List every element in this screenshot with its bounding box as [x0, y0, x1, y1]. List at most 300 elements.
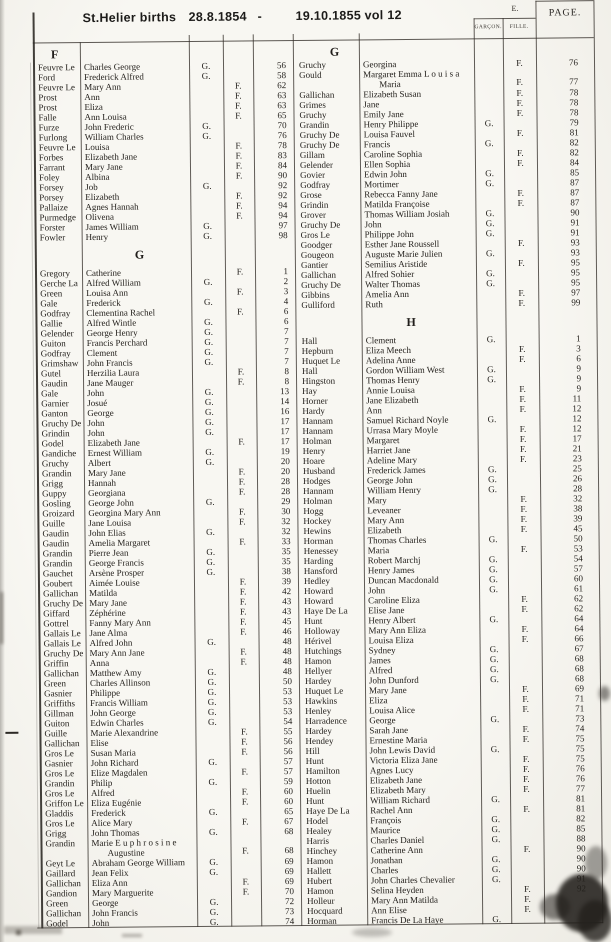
page-number-cell: 93: [570, 237, 580, 248]
fille-mark-cell: [230, 806, 260, 816]
surname-cell: Gallie: [40, 318, 63, 329]
given-names-cell: Alice Mary: [91, 817, 133, 829]
garcon-mark-cell: [478, 494, 507, 504]
fille-mark-cell: [506, 334, 539, 344]
garcon-mark-cell: G.: [489, 644, 499, 655]
given-names-cell: Henry Albert: [368, 614, 416, 626]
surname-cell: Hannam: [302, 425, 334, 436]
page-number-cell: 84: [569, 157, 580, 168]
given-names-cell: Mary Ann Jane: [89, 647, 145, 659]
surname-cell: Hamon: [304, 655, 332, 666]
surname-cell: Hay: [302, 385, 318, 396]
page-number-cell: 77: [575, 783, 586, 794]
given-names-cell: Rebecca Fanny Jane: [364, 188, 438, 200]
page-number-cell: 60: [284, 796, 294, 807]
given-names-cell: François: [370, 815, 402, 826]
fille-mark-cell: F.: [521, 633, 529, 644]
page-number-cell: 67: [574, 643, 584, 654]
page-number-cell: 17: [280, 436, 290, 447]
fille-mark-cell: F.: [517, 187, 525, 198]
given-names-cell: Eliza Ann: [91, 877, 128, 889]
page-number-cell: 78: [277, 140, 287, 151]
fille-mark-cell: F.: [239, 586, 247, 597]
garcon-mark-cell: G.: [491, 794, 500, 805]
given-names-cell: Elizabeth Susan: [363, 88, 422, 100]
page-number-cell: 63: [277, 100, 287, 111]
fille-mark-cell: [507, 464, 540, 474]
given-names-cell: Frederick: [86, 297, 121, 309]
given-names-cell: Georgiana: [88, 487, 126, 499]
garcon-mark-cell: G.: [209, 866, 219, 877]
page-number-cell: 62: [277, 80, 287, 91]
garcon-mark-cell: [193, 517, 227, 527]
fille-mark-cell: F.: [239, 576, 247, 587]
page-number-cell: 50: [282, 676, 292, 687]
page-number-cell: 71: [575, 703, 585, 714]
given-names-cell: Abraham George William: [91, 857, 185, 869]
surname-cell: Grimes: [299, 99, 326, 110]
surname-cell: Geyt Le: [45, 858, 75, 869]
page-number-cell: 62: [574, 593, 584, 604]
pencil-smudge: [4, 926, 62, 934]
fille-mark-cell: [227, 526, 257, 536]
garcon-mark-cell: G.: [489, 614, 499, 625]
garcon-mark-cell: [475, 158, 504, 168]
garcon-column-header: GARÇON.: [474, 24, 502, 31]
surname-cell: Gottrel: [43, 618, 69, 629]
surname-cell: Huelin: [305, 785, 331, 796]
fille-mark-cell: [226, 356, 256, 366]
given-names-cell: Elizabeth: [85, 191, 120, 203]
garcon-mark-cell: G.: [487, 414, 497, 425]
garcon-mark-cell: G.: [204, 356, 214, 367]
garcon-mark-cell: G.: [489, 674, 499, 685]
given-names-cell: Susan Maria: [90, 747, 136, 759]
page-number-cell: 76: [277, 130, 287, 141]
fille-mark-cell: [225, 220, 255, 230]
given-names-cell: Jane Louisa: [88, 517, 132, 529]
garcon-mark-cell: [196, 817, 230, 827]
ink-smudge: [599, 686, 610, 701]
surname-cell: Forbes: [38, 152, 64, 163]
fille-mark-cell: F.: [522, 683, 529, 694]
given-names-cell: Fanny Mary Ann: [89, 617, 151, 629]
given-names-cell: Albina: [85, 171, 110, 183]
surname-cell: Prost: [38, 92, 57, 103]
given-names-cell: Edwin John: [364, 168, 407, 180]
surname-cell: Gros Le: [45, 818, 75, 829]
page-number-cell: 13: [280, 386, 290, 397]
surname-cell: Gaudin: [42, 528, 70, 539]
surname-cell: Hansford: [303, 565, 338, 576]
garcon-mark-cell: G.: [206, 566, 216, 577]
given-names-cell: George John: [88, 497, 134, 509]
garcon-mark-cell: G.: [489, 574, 498, 585]
given-names-cell: Elizabeth Jane: [84, 151, 138, 163]
surname-cell: Green: [40, 288, 63, 299]
given-names-cell: Alfred: [90, 787, 115, 799]
surname-cell: Gruchy De: [299, 139, 340, 150]
surname-cell: Hendey: [305, 735, 334, 746]
fille-mark-cell: [225, 296, 255, 306]
surname-cell: Gruchy: [299, 109, 327, 120]
garcon-mark-cell: [474, 108, 503, 118]
surname-cell: Hannam: [303, 485, 334, 496]
surname-cell: Henry: [302, 445, 326, 456]
garcon-mark-cell: [476, 238, 505, 248]
fille-mark-cell: F.: [238, 466, 246, 477]
fille-mark-cell: F.: [519, 403, 527, 414]
surname-cell: Haye De La: [304, 605, 348, 616]
garcon-mark-cell: G.: [484, 138, 494, 149]
page-number-cell: 9: [576, 383, 582, 394]
given-names-cell: Caroline Sophia: [363, 148, 423, 160]
page-number-cell: 76: [575, 763, 585, 774]
surname-cell: Hodel: [306, 815, 329, 826]
surname-cell: Gallais Le: [43, 628, 81, 639]
garcon-mark-cell: [191, 307, 225, 317]
fille-mark-cell: [224, 130, 254, 140]
fille-mark-cell: [504, 208, 537, 218]
garcon-mark-cell: G.: [201, 60, 211, 71]
given-names-cell: Alfred Wintle: [86, 317, 137, 329]
given-names-cell: Georgina Mary Ann: [88, 507, 161, 519]
fille-mark-cell: [228, 556, 258, 566]
fille-mark-cell: F.: [518, 257, 525, 268]
fille-mark-cell: F.: [523, 773, 530, 784]
surname-cell: Gruchy: [298, 59, 327, 70]
given-names-cell: Elise: [90, 737, 109, 749]
page-number-cell: 90: [278, 170, 288, 181]
garcon-mark-cell: G.: [485, 218, 495, 229]
given-names-cell: Jane: [363, 99, 380, 110]
page-number-cell: 32: [281, 516, 291, 527]
surname-cell: Hepburn: [301, 345, 334, 356]
fille-mark-cell: [223, 60, 253, 70]
given-names-cell: Duncan Macdonald: [367, 574, 439, 586]
page-number-cell: 28: [280, 476, 291, 487]
surname-cell: Gauchet: [42, 568, 73, 579]
fille-mark-cell: F.: [519, 453, 527, 464]
fille-mark-cell: [231, 906, 261, 916]
garcon-mark-cell: [480, 724, 509, 734]
surname-cell: Horner: [302, 395, 328, 406]
fille-mark-cell: F.: [524, 883, 531, 894]
page-number-cell: 1: [283, 266, 289, 277]
garcon-mark-cell: [189, 111, 223, 121]
page-number-cell: 81: [576, 793, 586, 804]
given-names-cell: Louisa Fauvel: [363, 128, 415, 140]
garcon-mark-cell: [189, 81, 223, 91]
page-number-cell: 97: [278, 220, 288, 231]
surname-cell: Huquet Le: [304, 685, 344, 696]
garcon-mark-cell: [190, 201, 224, 211]
register-row: [40, 836, 300, 858]
page-number-cell: 28: [573, 483, 583, 494]
given-names-cell: Charles: [370, 865, 399, 876]
fille-mark-cell: F.: [522, 753, 530, 764]
given-names-cell: Semilius Aristide: [364, 258, 428, 270]
garcon-mark-cell: [193, 487, 227, 497]
page-title: St.Helier births: [82, 10, 177, 26]
page-number-cell: 83: [277, 150, 287, 161]
page-number-cell: 23: [572, 453, 582, 464]
fille-mark-cell: F.: [519, 433, 527, 444]
surname-cell: Godel: [41, 438, 64, 449]
garcon-mark-cell: [196, 837, 230, 857]
given-names-cell: Auguste Marie Julien: [364, 248, 443, 260]
fille-mark-cell: [505, 268, 538, 278]
given-names-cell: Elise Jane: [368, 605, 405, 616]
surname-cell: Feuvre Le: [37, 62, 75, 73]
garcon-mark-cell: [481, 804, 510, 814]
garcon-mark-cell: G.: [488, 554, 498, 565]
page-number-cell: 76: [568, 57, 579, 68]
garcon-mark-cell: G.: [208, 826, 218, 837]
given-names-cell: Henry James: [367, 564, 415, 576]
given-names-cell: Georgina: [362, 59, 397, 70]
page-number-cell: 75: [575, 753, 585, 764]
surname-cell: Hardy: [302, 405, 325, 416]
surname-cell: Gerche La: [40, 278, 78, 289]
fille-mark-cell: F.: [518, 297, 526, 308]
fille-mark-cell: F.: [235, 160, 243, 171]
garcon-mark-cell: G.: [209, 906, 219, 917]
scan-edge-shadow: [0, 0, 5, 942]
surname-cell: Gallichan: [299, 89, 335, 100]
page-number-cell: 84: [277, 160, 288, 171]
date-separator: -: [257, 9, 263, 24]
page-number-cell: 21: [572, 443, 582, 454]
given-names-cell: Henry Philippe: [363, 118, 419, 130]
surname-cell: Grose: [300, 189, 322, 200]
page-number-cell: 12: [572, 413, 582, 424]
given-names-cell: Amelia Margaret: [88, 537, 151, 549]
given-names-cell: Elizabeth Mary: [369, 784, 426, 796]
surname-cell: Gandion: [45, 888, 78, 899]
fille-mark-cell: [226, 346, 256, 356]
surname-cell: Grindin: [300, 199, 329, 210]
given-names-cell: Clement: [86, 347, 118, 359]
given-names-cell: John Thomas: [91, 827, 140, 839]
page-number-cell: 30: [281, 506, 291, 517]
page-number-cell: 85: [576, 823, 586, 834]
page-number-cell: 2: [283, 276, 289, 287]
garcon-mark-cell: [193, 507, 227, 517]
page-number-cell: 90: [576, 863, 586, 874]
fille-mark-cell: [510, 834, 543, 844]
page-number-cell: 56: [283, 736, 293, 747]
page-number-cell: 59: [283, 776, 293, 787]
garcon-mark-cell: [194, 617, 228, 627]
fille-mark-cell: F.: [518, 287, 526, 298]
fille-mark-cell: [509, 664, 542, 674]
surname-cell: Griffiths: [44, 698, 76, 709]
surname-cell: Hocquard: [307, 905, 343, 916]
garcon-mark-cell: [191, 267, 225, 277]
given-names-cell: Walter Thomas: [365, 278, 421, 290]
fille-mark-cell: [508, 584, 541, 594]
garcon-mark-cell: G.: [207, 676, 217, 687]
page-number-cell: 78: [569, 87, 579, 98]
fille-mark-cell: [510, 814, 543, 824]
garcon-mark-cell: [196, 747, 230, 757]
given-names-cell: Leveaner: [367, 505, 401, 516]
page-number-cell: 64: [574, 613, 584, 624]
fille-mark-cell: F.: [517, 147, 524, 158]
given-names-cell: George: [87, 407, 114, 419]
given-names-cell: Josué: [87, 397, 108, 409]
garcon-mark-cell: G.: [206, 556, 216, 567]
page-number-cell: 76: [575, 773, 585, 784]
surname-cell: Gandiche: [41, 448, 77, 459]
page-number-cell: 6: [283, 316, 289, 327]
surname-cell: Giffard: [43, 608, 70, 619]
given-names-cell: Ann Louisa: [84, 111, 127, 123]
page-number-cell: 87: [570, 197, 580, 208]
edge-artifact: [0, 592, 3, 644]
fille-mark-cell: F.: [235, 110, 242, 121]
surname-cell: Gale: [41, 388, 59, 399]
garcon-mark-cell: [481, 764, 510, 774]
fille-mark-cell: F.: [241, 816, 249, 827]
fille-mark-cell: F.: [241, 796, 249, 807]
page-number-cell: 87: [570, 187, 580, 198]
fille-mark-cell: [509, 674, 542, 684]
given-names-cell: Louisa Eliza: [368, 634, 414, 646]
given-names-cell: Ellen Sophia: [363, 158, 411, 170]
page-number-cell: 69: [284, 866, 294, 877]
fille-mark-cell: F.: [235, 170, 243, 181]
surname-cell: Henley: [305, 705, 332, 716]
given-names-cell: Henry: [85, 231, 109, 243]
fille-mark-cell: F.: [235, 150, 243, 161]
surname-cell: Foley: [39, 172, 60, 183]
fille-mark-cell: F.: [522, 703, 530, 714]
garcon-mark-cell: G.: [205, 416, 214, 427]
given-names-cell: James William: [85, 221, 139, 233]
page-number-cell: 48: [282, 656, 292, 667]
page-number-cell: 70: [277, 120, 287, 131]
garcon-mark-cell: G.: [204, 406, 214, 417]
fille-mark-cell: [505, 228, 538, 238]
fille-mark-cell: F.: [241, 726, 248, 737]
garcon-fille-top-rule: [474, 18, 536, 20]
given-names-line1: Marie E u p h r o s i n e: [91, 837, 177, 849]
fille-mark-cell: F.: [236, 210, 243, 221]
surname-cell: Gutel: [40, 368, 62, 379]
surname-cell: Fowler: [39, 232, 66, 243]
given-names-cell: John George: [90, 707, 136, 719]
garcon-mark-cell: [194, 607, 228, 617]
garcon-mark-cell: [190, 141, 224, 151]
given-names-cell: Mary Jane: [84, 161, 123, 173]
given-names-cell: Ann Elise: [371, 904, 407, 916]
surname-cell: Harris: [306, 835, 330, 846]
page-number-cell: 8: [284, 366, 290, 377]
given-names-cell: Ernestine Maria: [369, 734, 428, 746]
surname-cell: Gaillard: [45, 868, 76, 879]
given-names-cell: Albert: [87, 457, 111, 469]
surname-cell: Gallichan: [45, 878, 81, 889]
garcon-mark-cell: [194, 587, 228, 597]
page-number-cell: 65: [277, 110, 287, 121]
garcon-mark-cell: G.: [209, 916, 219, 927]
fille-mark-cell: F.: [519, 393, 527, 404]
garcon-mark-cell: G.: [207, 636, 216, 647]
fille-mark-cell: [230, 776, 260, 786]
fille-mark-cell: [508, 564, 541, 574]
page-number-cell: 25: [572, 463, 582, 474]
fille-mark-cell: [504, 178, 537, 188]
page-number-cell: 79: [569, 117, 579, 128]
surname-cell: Howard: [304, 585, 334, 596]
page-number-cell: 58: [277, 70, 287, 81]
surname-cell: Grandin: [42, 558, 73, 569]
page-number-cell: 73: [575, 713, 585, 724]
page-number-cell: 67: [284, 816, 294, 827]
garcon-mark-cell: G.: [202, 120, 212, 131]
given-names-cell: Herzilia Laura: [86, 367, 140, 379]
garcon-mark-cell: [482, 904, 511, 914]
fille-mark-cell: [231, 916, 261, 926]
garcon-mark-cell: G.: [488, 484, 498, 495]
garcon-mark-cell: G.: [203, 276, 213, 287]
surname-cell: Holloway: [304, 625, 340, 636]
surname-cell: Hotton: [305, 775, 331, 786]
given-names-cell: John Charles Chevalier: [370, 874, 455, 886]
page-number-cell: 63: [277, 90, 287, 101]
surname-cell: Holleur: [306, 895, 335, 906]
page-number-cell: 12: [572, 423, 582, 434]
fille-mark-cell: [229, 676, 259, 686]
garcon-mark-cell: G.: [488, 474, 497, 485]
given-names-line1: Margaret Emma L o u i s a: [363, 68, 460, 80]
fille-mark-cell: [226, 406, 256, 416]
given-names-cell: Frederick Alfred: [84, 71, 144, 83]
garcon-mark-cell: G.: [490, 744, 500, 755]
page-number-cell: 7: [284, 326, 289, 337]
given-names-cell: John Lewis David: [369, 744, 436, 756]
page-number-cell: 82: [569, 147, 579, 158]
fille-mark-cell: F.: [519, 383, 526, 394]
surname-cell: Green: [46, 898, 69, 909]
given-names-cell: Ernest William: [87, 447, 142, 459]
fille-mark-cell: F.: [242, 876, 250, 887]
given-names-cell: Agnes Lucy: [369, 764, 414, 776]
given-names-cell: Charles Daniel: [370, 834, 425, 846]
fille-mark-cell: F.: [234, 90, 242, 101]
garcon-mark-cell: [479, 594, 508, 604]
given-names-cell: Francis Perchard: [86, 337, 148, 349]
page-number-cell: 61: [574, 583, 584, 594]
page-number-cell: 7: [284, 346, 289, 357]
surname-cell: Gulliford: [301, 299, 335, 310]
given-names-cell: Charles Allinson: [89, 677, 151, 689]
surname-cell: Gibbins: [301, 289, 330, 300]
garcon-mark-cell: [481, 784, 510, 794]
fille-mark-cell: F.: [517, 157, 524, 168]
page-number-cell: 95: [570, 267, 581, 278]
given-names-cell: Eliza Eugénie: [91, 797, 142, 809]
garcon-mark-cell: G.: [205, 446, 215, 457]
given-names-cell: Clement: [365, 335, 397, 346]
fille-mark-cell: [229, 686, 259, 696]
surname-cell: Hardey: [305, 725, 332, 736]
given-names-cell: Alfred Sohier: [364, 268, 415, 280]
garcon-mark-cell: G.: [204, 396, 214, 407]
page-number-cell: 3: [576, 343, 581, 354]
